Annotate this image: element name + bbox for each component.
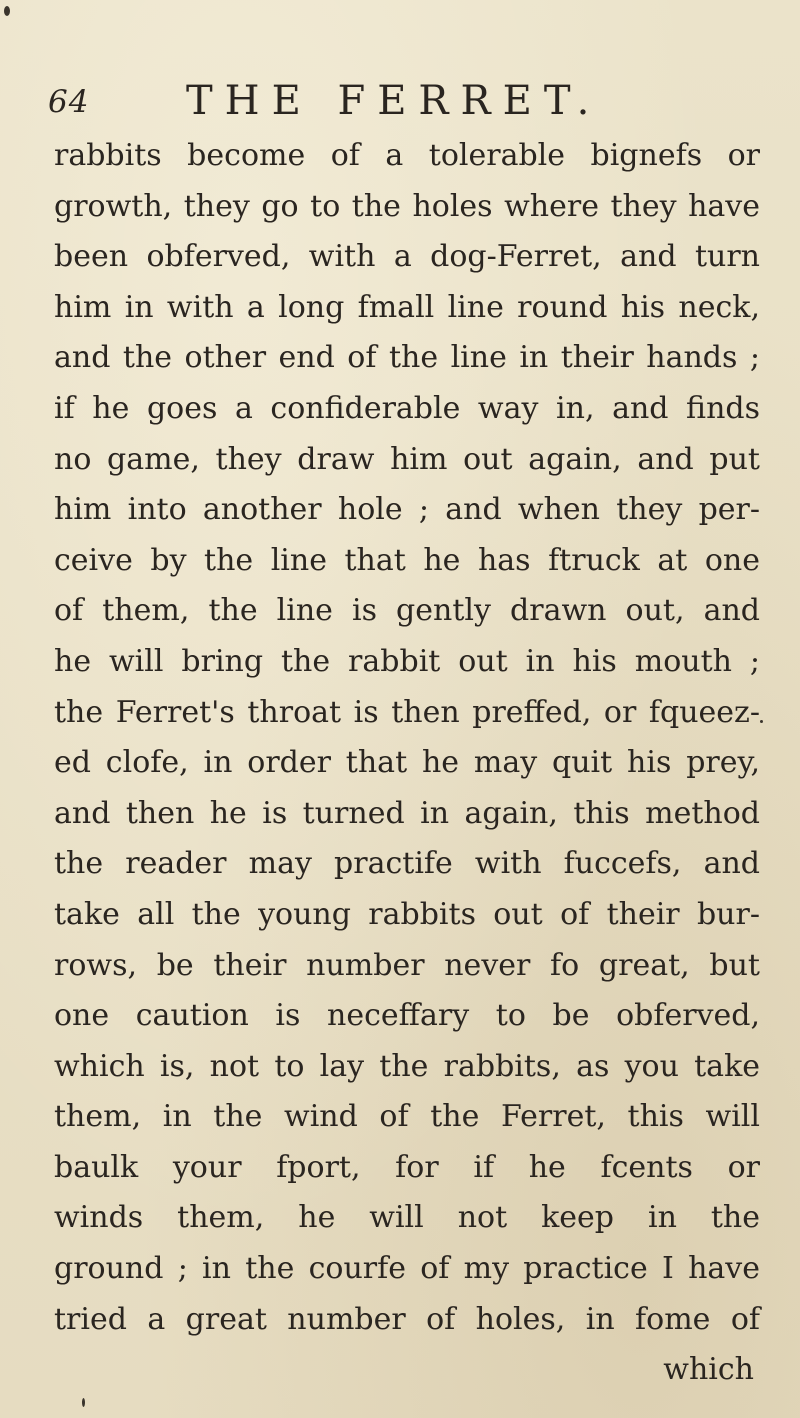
text-line: ed clofe, in order that he may quit his prey, [54, 745, 760, 781]
text-line: he will bring the rabbit out in his mouth ; [54, 643, 760, 679]
text-line: them, in the wind of the Ferret, this will [54, 1099, 760, 1135]
text-line: been obferved, with a dog-Ferret, and turn [54, 239, 760, 275]
text-line: and then he is turned in again, this method [54, 795, 760, 831]
text-line: rows, be their number never fo great, but [54, 947, 760, 983]
text-line: growth, they go to the holes where they have [54, 188, 760, 224]
text-line: ground ; in the courfe of my practice I have [54, 1251, 760, 1287]
text-line: ceive by the line that he has ftruck at one [54, 542, 760, 578]
page-header [48, 78, 748, 128]
ink-speck [82, 1398, 85, 1407]
text-line: no game, they draw him out again, and put [54, 441, 760, 477]
text-line: winds them, he will not keep in the [54, 1200, 760, 1236]
text-line: tried a great number of holes, in fome of [54, 1301, 760, 1337]
catchword: which [663, 1352, 754, 1388]
text-line: rabbits become of a tolerable bignefs or [54, 138, 760, 173]
text-line: him in with a long fmall line round his neck, [54, 289, 760, 325]
text-line: if he goes a confiderable way in, and finds [54, 390, 760, 426]
text-line: the Ferret's throat is then preffed, or fqueez- [54, 694, 760, 730]
page-number: 64 [48, 84, 90, 120]
ink-speck [4, 6, 10, 16]
text-line: one caution is neceffary to be obferved, [54, 998, 760, 1034]
body-text [54, 131, 760, 1396]
text-line: him into another hole ; and when they per- [54, 492, 760, 528]
text-line: the reader may practife with fuccefs, and [54, 846, 760, 882]
text-line: and the other end of the line in their hands ; [54, 340, 760, 376]
text-line: of them, the line is gently drawn out, and [54, 593, 760, 629]
running-head: THE FERRET. [186, 78, 602, 124]
ink-speck [760, 720, 763, 723]
text-line: take all the young rabbits out of their bur- [54, 896, 760, 932]
text-line: baulk your fport, for if he fcents or [54, 1149, 760, 1185]
text-line: which is, not to lay the rabbits, as you take [54, 1048, 760, 1084]
